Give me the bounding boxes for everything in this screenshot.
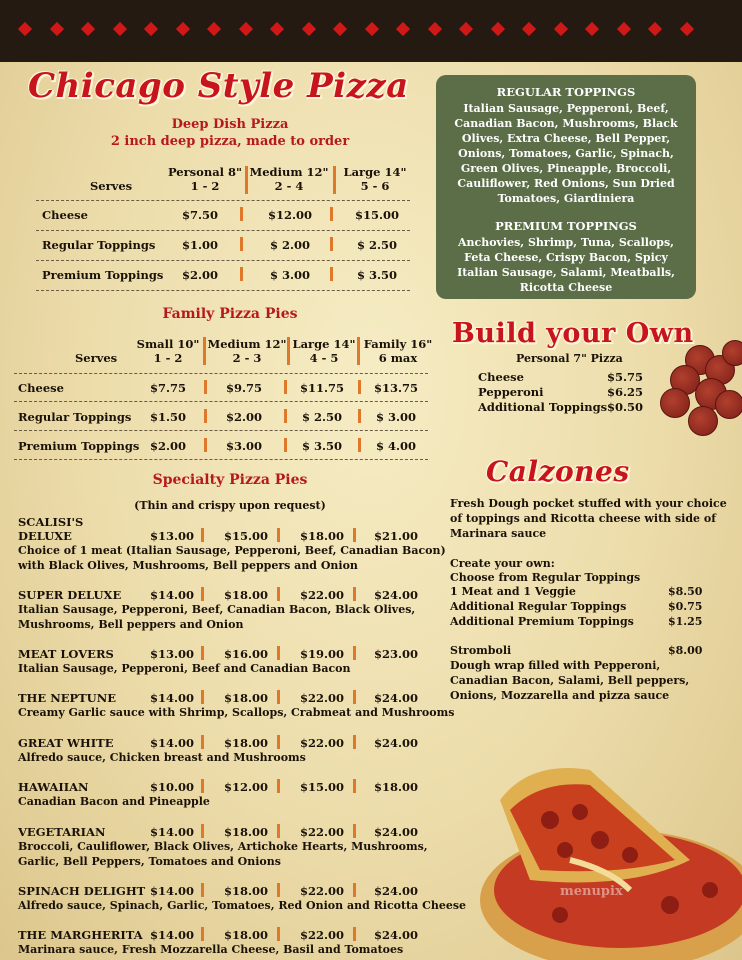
divider xyxy=(14,430,428,432)
family-size-2: Large 14" xyxy=(292,337,356,351)
regular-toppings-line: Tomatoes, Giardiniera xyxy=(497,192,635,205)
stromboli-desc-line: Onions, Mozzarella and pizza sauce xyxy=(450,689,670,702)
specialty-desc: Alfredo sauce, Chicken breast and Mushrooms xyxy=(18,751,306,764)
specialty-price: $22.00 xyxy=(299,588,344,602)
specialty-price: $19.00 xyxy=(299,647,344,661)
divider xyxy=(14,459,428,461)
specialty-price: $18.00 xyxy=(223,928,268,942)
diamond-ornament xyxy=(238,22,252,36)
specialty-desc: Italian Sausage, Pepperoni, Beef and Canadian Bacon xyxy=(18,662,351,675)
regular-toppings-line: Cauliflower, Red Onions, Sun Dried xyxy=(457,177,675,190)
diamond-ornament xyxy=(270,22,284,36)
specialty-desc: Garlic, Bell Peppers, Tomatoes and Onions xyxy=(18,855,281,868)
specialty-price: $24.00 xyxy=(373,588,418,602)
family-serves-2: 4 - 5 xyxy=(309,351,339,365)
divider xyxy=(14,401,428,403)
chicago-serves-2: 5 - 6 xyxy=(360,179,390,193)
family-price: $ 3.50 xyxy=(301,439,342,453)
stromboli-desc-line: Canadian Bacon, Salami, Bell peppers, xyxy=(450,674,690,687)
calzone-desc-line: Marinara sauce xyxy=(450,527,547,540)
family-price: $2.00 xyxy=(225,410,262,424)
chicago-serves-1: 2 - 4 xyxy=(274,179,304,193)
divider xyxy=(204,409,207,423)
chicago-size-2: Large 14" xyxy=(343,165,407,179)
specialty-desc: Marinara sauce, Fresh Mozzarella Cheese, Basil and Tomatoes xyxy=(18,943,404,956)
stromboli-label: Stromboli xyxy=(450,644,512,657)
calzone-row-price: $8.50 xyxy=(668,585,703,598)
divider xyxy=(277,528,280,542)
calzones-title: Calzones xyxy=(486,455,630,488)
specialty-desc: Italian Sausage, Pepperoni, Beef, Canadian Bacon, Black Olives, xyxy=(18,603,416,616)
chicago-price: $1.00 xyxy=(181,238,218,252)
divider xyxy=(201,735,204,749)
premium-toppings-line: Ricotta Cheese xyxy=(519,281,613,294)
specialty-price: $22.00 xyxy=(299,825,344,839)
regular-toppings-line: Olives, Extra Cheese, Bell Pepper, xyxy=(461,132,671,145)
divider xyxy=(330,237,333,251)
divider xyxy=(277,883,280,897)
diamond-ornament xyxy=(81,22,95,36)
regular-toppings-title: REGULAR TOPPINGS xyxy=(496,85,636,99)
specialty-price: $18.00 xyxy=(223,825,268,839)
divider xyxy=(240,237,243,251)
specialty-price: $18.00 xyxy=(223,691,268,705)
specialty-price: $14.00 xyxy=(149,884,194,898)
specialty-price: $23.00 xyxy=(373,647,418,661)
calzone-create-sub: Choose from Regular Toppings xyxy=(450,571,641,584)
divider xyxy=(330,207,333,221)
specialty-price: $22.00 xyxy=(299,884,344,898)
family-serves-1: 2 - 3 xyxy=(232,351,262,365)
divider xyxy=(201,779,204,793)
family-size-3: Family 16" xyxy=(363,337,433,351)
divider xyxy=(284,409,287,423)
divider xyxy=(201,883,204,897)
diamond-ornament xyxy=(679,22,693,36)
divider xyxy=(240,267,243,281)
calzone-row-label: Additional Regular Toppings xyxy=(450,600,627,613)
chicago-price: $ 3.50 xyxy=(356,268,397,282)
build-row-price: $6.25 xyxy=(607,385,644,399)
specialty-name: SPINACH DELIGHT xyxy=(18,884,146,898)
build-subtitle: Personal 7" Pizza xyxy=(516,352,623,365)
calzone-create-title: Create your own: xyxy=(450,557,555,570)
specialty-name: SCALISI'S xyxy=(18,515,84,529)
chicago-subtitle-2: 2 inch deep pizza, made to order xyxy=(110,134,350,149)
specialty-price: $21.00 xyxy=(373,529,418,543)
family-price: $ 3.00 xyxy=(375,410,416,424)
family-price: $13.75 xyxy=(373,381,418,395)
specialty-price: $22.00 xyxy=(299,736,344,750)
divider xyxy=(358,438,361,452)
divider xyxy=(358,409,361,423)
chicago-row-label: Premium Toppings xyxy=(42,268,164,282)
regular-toppings-line: Italian Sausage, Pepperoni, Beef, xyxy=(463,102,669,115)
watermark: menupix xyxy=(560,884,623,899)
specialty-name: THE NEPTUNE xyxy=(18,691,116,705)
specialty-price: $18.00 xyxy=(223,588,268,602)
divider xyxy=(201,927,204,941)
specialty-price: $18.00 xyxy=(373,780,418,794)
divider xyxy=(277,735,280,749)
diamond-ornament xyxy=(490,22,504,36)
chicago-price: $7.50 xyxy=(181,208,218,222)
diamond-ornament xyxy=(333,22,347,36)
divider xyxy=(353,646,356,660)
divider xyxy=(353,779,356,793)
calzone-desc-line: Fresh Dough pocket stuffed with your choice xyxy=(450,497,727,510)
divider xyxy=(204,380,207,394)
chicago-title: Chicago Style Pizza xyxy=(28,66,409,106)
divider xyxy=(353,528,356,542)
family-price: $2.00 xyxy=(149,439,186,453)
specialty-price: $14.00 xyxy=(149,588,194,602)
specialty-price: $22.00 xyxy=(299,691,344,705)
family-row-label: Cheese xyxy=(18,381,64,395)
specialty-price: $18.00 xyxy=(223,736,268,750)
specialty-name: GREAT WHITE xyxy=(18,736,114,750)
specialty-name: DELUXE xyxy=(18,529,72,543)
stromboli-price: $8.00 xyxy=(668,644,703,657)
specialty-name: VEGETARIAN xyxy=(18,825,106,839)
regular-toppings-line: Onions, Tomatoes, Garlic, Spinach, xyxy=(458,147,674,160)
specialty-desc: Broccoli, Cauliflower, Black Olives, Artichoke Hearts, Mushrooms, xyxy=(18,840,428,853)
divider xyxy=(353,587,356,601)
family-serves-3: 6 max xyxy=(378,351,418,365)
divider xyxy=(36,200,410,202)
build-row-price: $5.75 xyxy=(607,370,644,384)
calzone-row-label: 1 Meat and 1 Veggie xyxy=(450,585,576,598)
pizza-photo xyxy=(470,740,742,960)
build-row-price: $0.50 xyxy=(607,400,644,414)
divider xyxy=(353,883,356,897)
divider xyxy=(201,824,204,838)
chicago-price: $15.00 xyxy=(354,208,399,222)
diamond-ornament xyxy=(553,22,567,36)
diamond-ornament xyxy=(648,22,662,36)
divider xyxy=(277,646,280,660)
family-serves-label: Serves xyxy=(75,351,118,365)
calzone-row-price: $1.25 xyxy=(668,615,703,628)
specialty-desc: Mushrooms, Bell peppers and Onion xyxy=(18,618,244,631)
specialty-desc: Canadian Bacon and Pineapple xyxy=(18,795,210,808)
specialty-price: $24.00 xyxy=(373,884,418,898)
specialty-note: (Thin and crispy upon request) xyxy=(134,499,326,512)
specialty-price: $24.00 xyxy=(373,736,418,750)
regular-toppings-line: Canadian Bacon, Mushrooms, Black xyxy=(454,117,678,130)
diamond-ornament xyxy=(427,22,441,36)
specialty-title: Specialty Pizza Pies xyxy=(152,472,308,488)
divider xyxy=(201,690,204,704)
specialty-price: $24.00 xyxy=(373,825,418,839)
chicago-serves-label: Serves xyxy=(90,179,133,193)
build-row-label: Additional Toppings xyxy=(478,400,608,414)
divider xyxy=(201,528,204,542)
premium-toppings-line: Anchovies, Shrimp, Tuna, Scallops, xyxy=(457,236,675,249)
specialty-name: HAWAIIAN xyxy=(18,780,89,794)
divider xyxy=(284,380,287,394)
divider xyxy=(277,927,280,941)
specialty-desc: Choice of 1 meat (Italian Sausage, Pepperoni, Beef, Canadian Bacon) xyxy=(18,544,446,557)
family-price: $ 4.00 xyxy=(375,439,416,453)
calzone-desc-line: of toppings and Ricotta cheese with side of xyxy=(450,512,716,525)
chicago-row-label: Regular Toppings xyxy=(42,238,156,252)
divider xyxy=(353,690,356,704)
premium-toppings-line: Italian Sausage, Salami, Meatballs, xyxy=(457,266,675,279)
family-title: Family Pizza Pies xyxy=(162,306,298,322)
specialty-price: $13.00 xyxy=(149,647,194,661)
specialty-price: $10.00 xyxy=(149,780,194,794)
premium-toppings-title: PREMIUM TOPPINGS xyxy=(495,219,637,233)
divider xyxy=(204,438,207,452)
calzone-row-price: $0.75 xyxy=(668,600,703,613)
chicago-price: $2.00 xyxy=(181,268,218,282)
family-price: $ 2.50 xyxy=(301,410,342,424)
diamond-border xyxy=(20,24,700,38)
top-banner xyxy=(0,0,742,62)
premium-toppings-line: Feta Cheese, Crispy Bacon, Spicy xyxy=(464,251,668,264)
divider xyxy=(277,587,280,601)
chicago-price: $ 2.50 xyxy=(356,238,397,252)
diamond-ornament xyxy=(301,22,315,36)
chicago-price: $ 3.00 xyxy=(269,268,310,282)
divider xyxy=(36,230,410,232)
divider xyxy=(277,779,280,793)
build-row-label: Pepperoni xyxy=(478,385,544,399)
stromboli-desc-line: Dough wrap filled with Pepperoni, xyxy=(450,659,661,672)
specialty-desc: with Black Olives, Mushrooms, Bell peppers and Onion xyxy=(18,559,358,572)
chicago-price: $ 2.00 xyxy=(269,238,310,252)
diamond-ornament xyxy=(144,22,158,36)
divider xyxy=(277,824,280,838)
specialty-name: SUPER DELUXE xyxy=(18,588,122,602)
specialty-price: $14.00 xyxy=(149,691,194,705)
specialty-price: $22.00 xyxy=(299,928,344,942)
diamond-ornament xyxy=(49,22,63,36)
family-price: $3.00 xyxy=(225,439,262,453)
specialty-desc: Creamy Garlic sauce with Shrimp, Scallops, Crabmeat and Mushrooms xyxy=(18,706,455,719)
family-row-label: Premium Toppings xyxy=(18,439,140,453)
family-serves-0: 1 - 2 xyxy=(153,351,183,365)
chicago-size-0: Personal 8" xyxy=(167,165,243,179)
specialty-price: $15.00 xyxy=(223,529,268,543)
regular-toppings-line: Green Olives, Pineapple, Broccoli, xyxy=(460,162,672,175)
diamond-ornament xyxy=(522,22,536,36)
divider xyxy=(353,824,356,838)
divider xyxy=(201,587,204,601)
divider xyxy=(353,735,356,749)
diamond-ornament xyxy=(207,22,221,36)
chicago-serves-0: 1 - 2 xyxy=(190,179,220,193)
toppings-box xyxy=(436,75,696,299)
diamond-ornament xyxy=(396,22,410,36)
specialty-price: $12.00 xyxy=(223,780,268,794)
family-price: $11.75 xyxy=(299,381,344,395)
specialty-price: $14.00 xyxy=(149,736,194,750)
divider xyxy=(201,646,204,660)
chicago-subtitle-1: Deep Dish Pizza xyxy=(171,117,289,132)
specialty-price: $13.00 xyxy=(149,529,194,543)
divider xyxy=(36,290,410,292)
divider xyxy=(358,380,361,394)
diamond-ornament xyxy=(585,22,599,36)
specialty-price: $24.00 xyxy=(373,691,418,705)
specialty-name: MEAT LOVERS xyxy=(18,647,114,661)
specialty-price: $24.00 xyxy=(373,928,418,942)
build-title: Build your Own xyxy=(452,318,694,349)
specialty-price: $16.00 xyxy=(223,647,268,661)
specialty-price: $14.00 xyxy=(149,928,194,942)
diamond-ornament xyxy=(459,22,473,36)
chicago-price: $12.00 xyxy=(267,208,312,222)
family-price: $9.75 xyxy=(225,381,262,395)
diamond-ornament xyxy=(112,22,126,36)
divider xyxy=(14,373,428,375)
specialty-price: $18.00 xyxy=(223,884,268,898)
diamond-ornament xyxy=(18,22,32,36)
specialty-desc: Alfredo sauce, Spinach, Garlic, Tomatoes, Red Onion and Ricotta Cheese xyxy=(18,899,467,912)
divider xyxy=(36,260,410,262)
diamond-ornament xyxy=(175,22,189,36)
divider xyxy=(277,690,280,704)
diamond-ornament xyxy=(616,22,630,36)
family-price: $1.50 xyxy=(149,410,186,424)
divider xyxy=(353,927,356,941)
family-price: $7.75 xyxy=(149,381,186,395)
calzone-row-label: Additional Premium Toppings xyxy=(450,615,634,628)
family-size-0: Small 10" xyxy=(136,337,200,351)
chicago-row-label: Cheese xyxy=(42,208,88,222)
chicago-size-1: Medium 12" xyxy=(249,165,329,179)
specialty-price: $15.00 xyxy=(299,780,344,794)
divider xyxy=(330,267,333,281)
specialty-price: $14.00 xyxy=(149,825,194,839)
specialty-price: $18.00 xyxy=(299,529,344,543)
family-size-1: Medium 12" xyxy=(207,337,287,351)
build-row-label: Cheese xyxy=(478,370,524,384)
specialty-name: THE MARGHERITA xyxy=(18,928,143,942)
diamond-ornament xyxy=(364,22,378,36)
family-row-label: Regular Toppings xyxy=(18,410,132,424)
divider xyxy=(284,438,287,452)
divider xyxy=(240,207,243,221)
